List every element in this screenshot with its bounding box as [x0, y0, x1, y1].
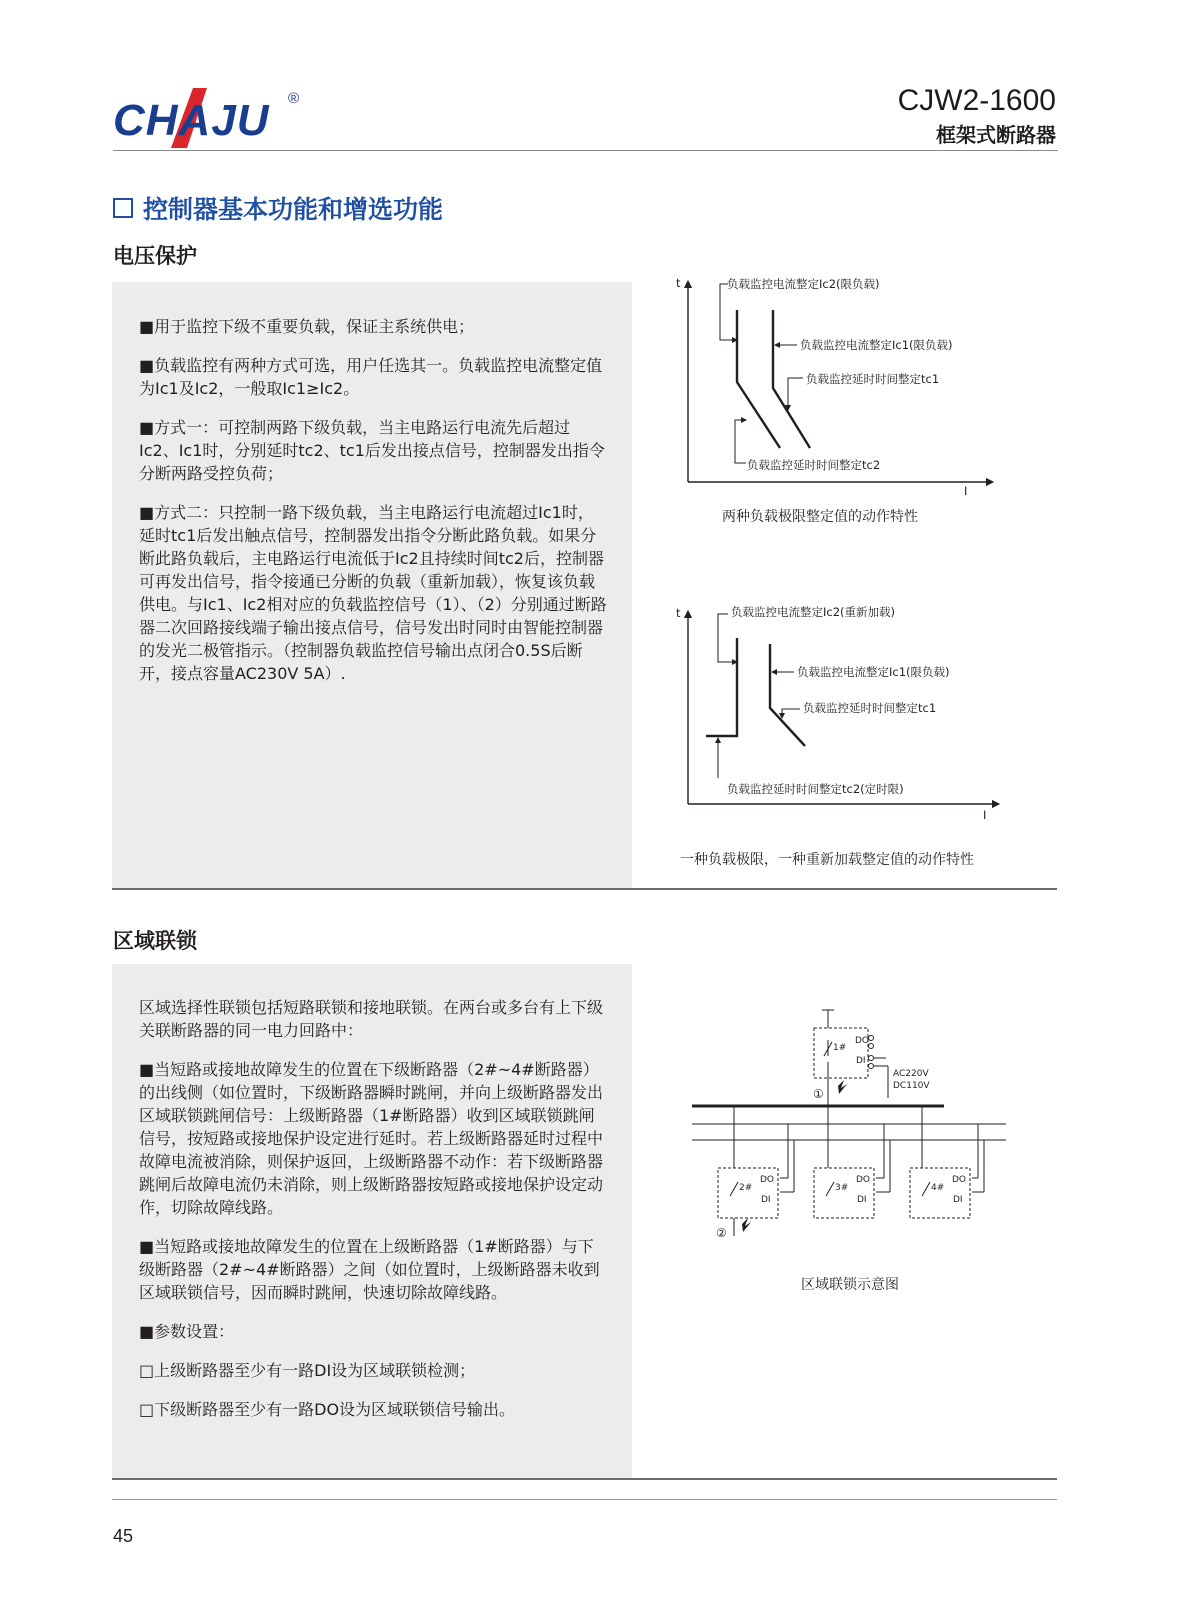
brand-logo — [113, 86, 313, 152]
voltage-paragraph: ■方式一：可控制两路下级负载，当主电路运行电流先后超过Ic2、Ic1时，分别延时tc2、tc1后发出接点信号，控制器发出指令分断两路受控负荷； — [139, 418, 605, 483]
breaker-1-label: 1# — [833, 1043, 847, 1053]
breaker-4-label: 4# — [931, 1183, 945, 1193]
do-label: DO — [760, 1175, 775, 1185]
logo-text: CHAJU — [113, 96, 270, 145]
label-ic2: 负载监控电流整定Ic2(重新加载) — [731, 605, 896, 619]
supply-ac-label: AC220V — [893, 1069, 929, 1079]
zone-paragraph: ■参数设置： — [139, 1322, 235, 1341]
fault-marker-2: ② — [716, 1226, 727, 1240]
axis-i-label: I — [983, 808, 987, 822]
leader-tc2 — [735, 420, 746, 463]
zone-paragraph: ■当短路或接地故障发生的位置在上级断路器（1#断路器）与下级断路器（2#~4#断路器）之间（如位置时，上级断路器未收到区域联锁信号，因而瞬时跳闸，快速切除故障线路。 — [139, 1237, 600, 1302]
axis-i-label: I — [964, 484, 968, 498]
logo-registered-mark: ® — [288, 90, 300, 107]
voltage-paragraph: ■方式二：只控制一路下级负载，当主电路运行电流超过Ic1时，延时tc1后发出触点信号，控制器发出指令分断此路负载。如果分断此路负载后，主电路运行电流低于Ic2且持续时间tc2后，控制器可再发出信号，指令接通已分断的负载（重新加载），恢复该负载供电。与Ic1、Ic2相对应的负载监控信号（1）、（2）分别通过断路器二次回路接线端子输出接点信号，信号发出时同时由智能控制器的发光二极管指示。（控制器负载监控信号输出点闭合0.5S后断开，接点容量AC230V 5A）. — [139, 503, 607, 683]
label-ic1: 负载监控电流整定Ic1(限负载) — [800, 338, 953, 352]
footer-divider — [112, 1499, 1057, 1500]
supply-dc-label: DC110V — [893, 1081, 930, 1091]
header-divider — [113, 150, 1058, 151]
fault-marker-1: ① — [813, 1087, 824, 1101]
voltage-paragraph: ■用于监控下级不重要负载，保证主系统供电； — [139, 317, 475, 336]
curve-ic1 — [773, 310, 810, 448]
square-bullet-icon — [113, 198, 133, 218]
zone-heading: 区域联锁 — [113, 929, 197, 953]
axis-t-label: t — [676, 606, 681, 620]
label-tc2: 负载监控延时时间整定tc2 — [747, 458, 881, 472]
label-tc1: 负载监控延时时间整定tc1 — [803, 701, 937, 715]
section-title-text: 控制器基本功能和增选功能 — [143, 195, 444, 224]
page-number: 45 — [113, 1526, 134, 1546]
leader-tc1 — [788, 378, 803, 408]
section-divider — [112, 1478, 1057, 1480]
leader-ic2 — [720, 284, 735, 340]
axis-t-label: t — [676, 276, 681, 290]
voltage-paragraph: ■负载监控有两种方式可选，用户任选其一。负载监控电流整定值为Ic1及Ic2，一般取Ic1≥Ic2。 — [139, 356, 603, 398]
zone-text — [139, 979, 607, 1436]
di-label: DI — [953, 1195, 963, 1205]
zone-paragraph: □上级断路器至少有一路DI设为区域联锁检测； — [139, 1361, 476, 1380]
breaker-3-label: 3# — [835, 1183, 849, 1193]
do-label: DO — [952, 1175, 967, 1185]
label-tc1: 负载监控延时时间整定tc1 — [806, 372, 940, 386]
chart2-caption: 一种负载极限，一种重新加载整定值的动作特性 — [680, 852, 974, 868]
voltage-heading: 电压保护 — [113, 244, 197, 268]
chart1-caption: 两种负载极限整定值的动作特性 — [722, 509, 918, 525]
model-number: CJW2-1600 — [897, 84, 1056, 117]
do-label: DO — [856, 1175, 871, 1185]
zone-paragraph: □下级断路器至少有一路DO设为区域联锁信号输出。 — [139, 1400, 516, 1419]
product-name: 框架式断路器 — [936, 123, 1056, 147]
label-tc2: 负载监控延时时间整定tc2(定时限) — [727, 782, 904, 796]
do-label: DO — [855, 1036, 870, 1046]
label-ic2: 负载监控电流整定Ic2(限负载) — [727, 277, 880, 291]
leader-ic2 — [718, 614, 735, 662]
section-divider — [112, 888, 1057, 890]
label-ic1: 负载监控电流整定Ic1(限负载) — [797, 665, 950, 679]
curve-reload — [706, 638, 737, 736]
zone-diagram-caption: 区域联锁示意图 — [801, 1277, 899, 1293]
leader-tc1 — [782, 709, 800, 716]
breaker-2-label: 2# — [739, 1183, 753, 1193]
di-label: DI — [857, 1195, 867, 1205]
section-title — [113, 190, 443, 226]
zone-interlock-diagram — [688, 1000, 1018, 1250]
curve-ic1 — [770, 644, 805, 746]
di-label: DI — [856, 1056, 866, 1066]
zone-paragraph: ■当短路或接地故障发生的位置在下级断路器（2#~4#断路器）的出线侧（如位置时，下级断路器瞬时跳闸，并向上级断路器发出区域联锁跳闸信号：上级断路器（1#断路器）收到区域联锁跳闸信号，按短路或接地保护设定进行延时。若上级断路器延时过程中故障电流被消除，则保护返回，上级断路器不动作：若下级断路器跳闸后故障电流仍未消除，则上级断路器按短路或接地保护设定动作，切除故障线路。 — [139, 1060, 604, 1217]
zone-paragraph: 区域选择性联锁包括短路联锁和接地联锁。在两台或多台有上下级关联断路器的同一电力回路中： — [139, 998, 604, 1040]
voltage-text — [139, 298, 607, 700]
di-label: DI — [761, 1195, 771, 1205]
